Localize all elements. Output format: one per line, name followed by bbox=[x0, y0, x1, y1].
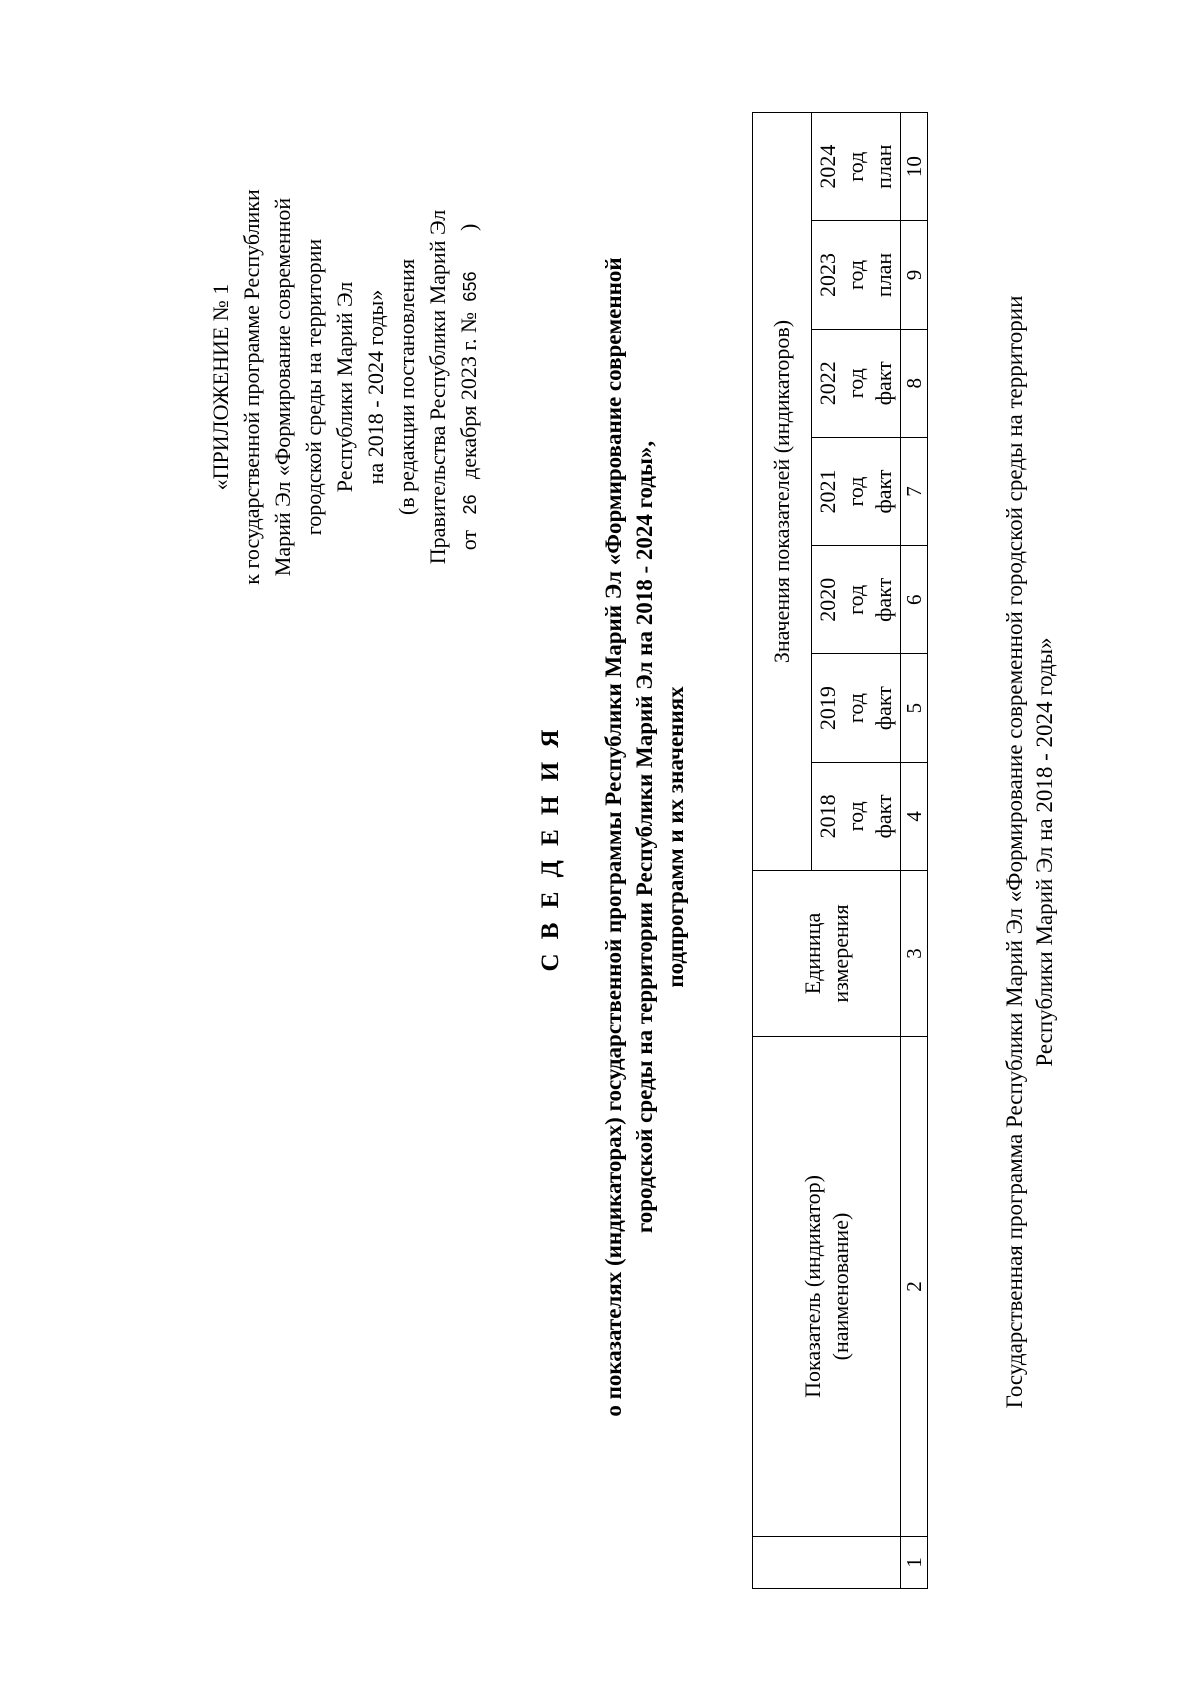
column-number: 7 bbox=[901, 437, 928, 545]
section-line: Государственная программа Республики Марий Эл «Формирование современной городской среды на территории bbox=[1002, 295, 1027, 1409]
column-numbers-row bbox=[901, 113, 928, 1589]
appendix-month-year: декабря 2023 г. № bbox=[456, 312, 481, 479]
year-header-2022: 2022 год факт bbox=[812, 329, 901, 437]
appendix-line: на 2018 - 2024 годы» bbox=[363, 289, 388, 485]
appendix-from: от bbox=[456, 529, 481, 551]
year-header-2024: 2024 год план bbox=[812, 113, 901, 221]
appendix-line: Республики Марий Эл bbox=[332, 281, 357, 493]
column-number: 2 bbox=[901, 1037, 928, 1537]
appendix-line: (в редакции постановления bbox=[394, 258, 419, 516]
header-row-number bbox=[753, 1537, 901, 1589]
year-header-2021: 2021 год факт bbox=[812, 437, 901, 545]
year-header-2018: 2018 год факт bbox=[812, 762, 901, 870]
section-heading bbox=[1000, 117, 1060, 1587]
indicators-table bbox=[752, 112, 928, 1589]
column-number: 4 bbox=[901, 762, 928, 870]
section-line: Республики Марий Эл на 2018 - 2024 годы» bbox=[1032, 637, 1057, 1067]
column-number: 5 bbox=[901, 654, 928, 762]
column-number: 9 bbox=[901, 221, 928, 329]
subtitle-line: подпрограмм и их значениях bbox=[663, 686, 688, 988]
appendix-block bbox=[205, 127, 486, 647]
appendix-line: городской среды на территории bbox=[301, 238, 326, 536]
column-number: 3 bbox=[901, 871, 928, 1037]
subtitle-line: городской среды на территории Республики Марий Эл на 2018 - 2024 годы», bbox=[632, 440, 657, 1234]
year-header-2023: 2023 год план bbox=[812, 221, 901, 329]
column-number: 6 bbox=[901, 546, 928, 654]
document-title: С В Е Д Е Н И Я bbox=[537, 725, 564, 972]
subtitle-line: о показателях (индикаторах) государственной программы Республики Марий Эл «Формирование современной bbox=[601, 257, 626, 1417]
appendix-line: Правительства Республики Марий Эл bbox=[425, 209, 450, 565]
appendix-date-line bbox=[453, 127, 486, 647]
appendix-day: 26 bbox=[460, 494, 480, 515]
appendix-number: 656 bbox=[460, 271, 480, 302]
column-number: 8 bbox=[901, 329, 928, 437]
header-values: Значения показателей (индикаторов) bbox=[753, 113, 812, 871]
year-header-2020: 2020 год факт bbox=[812, 546, 901, 654]
header-unit: Единица измерения bbox=[753, 871, 901, 1037]
document-subtitle bbox=[598, 107, 691, 1567]
appendix-heading: «ПРИЛОЖЕНИЕ № 1 bbox=[208, 283, 233, 491]
column-number: 1 bbox=[901, 1537, 928, 1589]
year-header-2019: 2019 год факт bbox=[812, 654, 901, 762]
header-indicator: Показатель (индикатор) (наименование) bbox=[753, 1037, 901, 1537]
appendix-close: ) bbox=[456, 223, 481, 232]
appendix-line: к государственной программе Республики bbox=[239, 189, 264, 585]
appendix-line: Марий Эл «Формирование современной bbox=[270, 197, 295, 577]
column-number: 10 bbox=[901, 113, 928, 221]
